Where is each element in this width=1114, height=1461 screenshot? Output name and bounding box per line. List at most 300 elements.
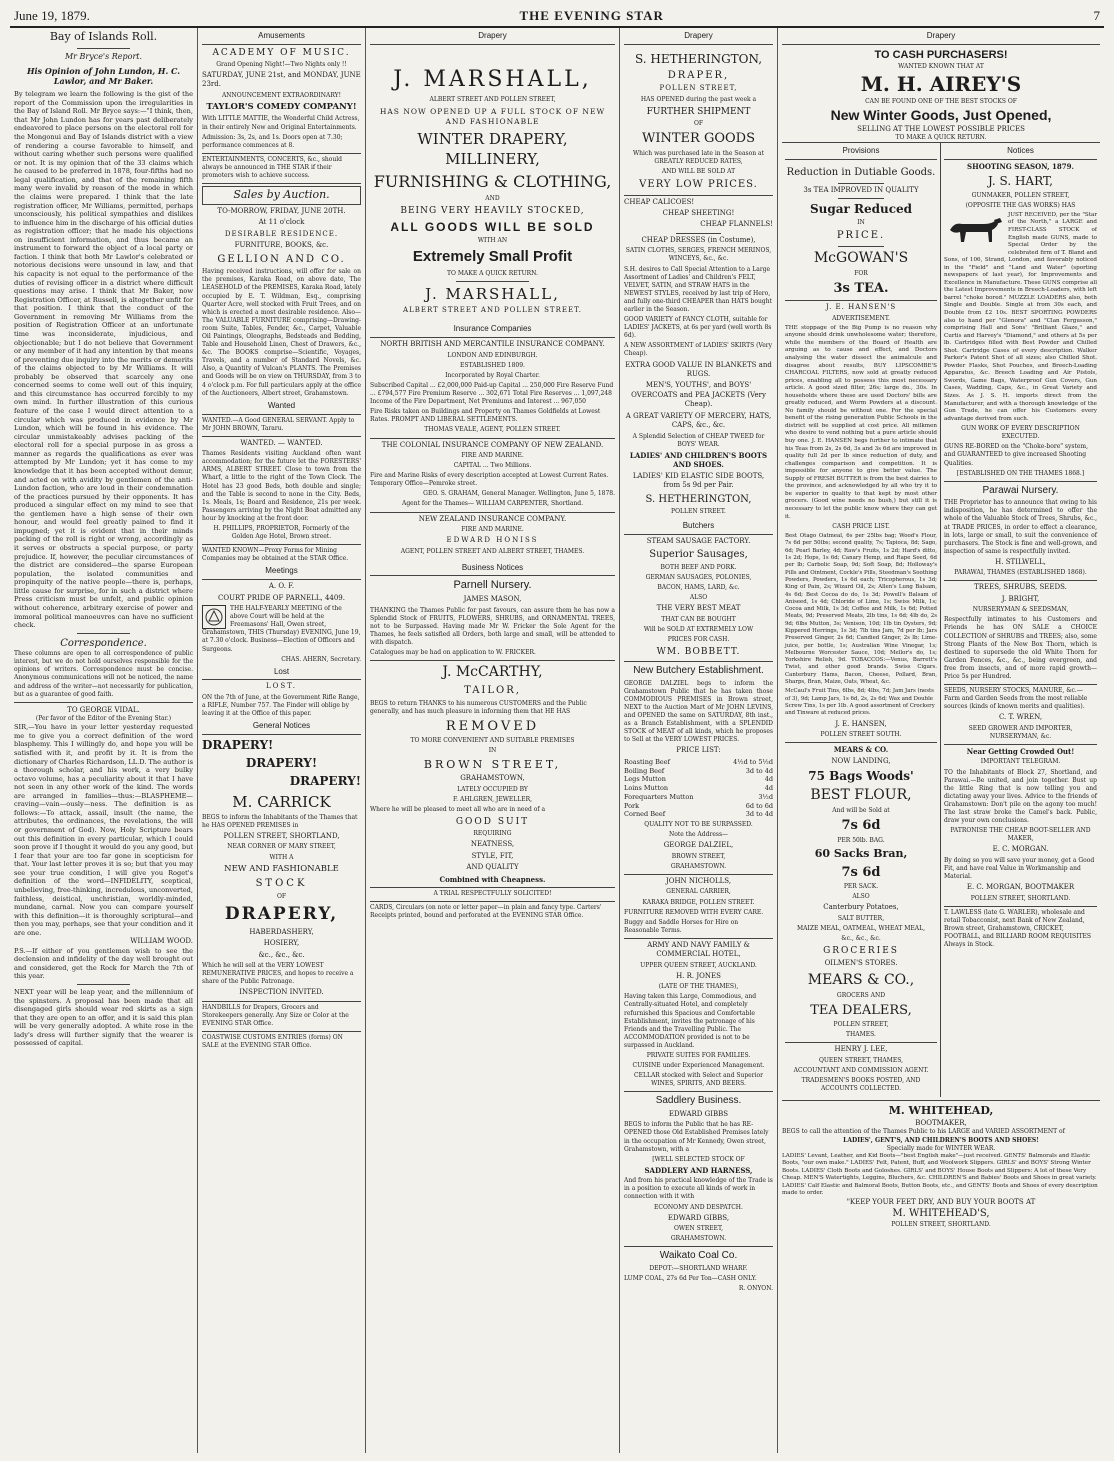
mccarthy-requiring: REQUIRING [473,830,512,838]
mccarthy-combined: Combined with Cheapness. [439,874,546,884]
mears-bags: 75 Bags Woods' [808,768,914,783]
mason-name: JAMES MASON, [463,595,522,604]
sausages-title: Superior Sausages, [649,549,748,561]
wanted-hotel-sign: H. PHILLIPS, PROPRIETOR, Formerly of the Golden Age Hotel, Brown street. [213,524,350,541]
meeting-body: THE HALF-YEARLY MEETING of the above Court will be held at the Freemasons' Hall, Owen street, Grahamstown, THIS (Thursday) EVENING, June 19, at 7.30 o'clock. Business—Election of Officers and Surgeons. [202,605,361,653]
whitehead-name-2: M. WHITEHEAD'S, [892,1208,990,1220]
morgan-name-2: E. C. MORGAN, BOOTMAKER [966,883,1075,892]
airey-cash: TO CASH PURCHASERS! [874,48,1008,61]
wren-seed: SEED GROWER AND IMPORTER, NURSERYMAN, &c. [968,724,1073,740]
whitehead-bootmaker: BOOTMAKER, [915,1119,967,1128]
carrick-of: OF [276,892,287,900]
marshall-address-2: ALBERT STREET AND POLLEN STREET. [403,306,582,315]
drapery-3: DRAPERY! [289,774,361,789]
marshall-address: ALBERT STREET AND POLLEN STREET, [429,96,556,104]
mccarthy-grahams: GRAHAMSTOWN, [460,774,525,783]
wanted-servant: WANTED.—A Good GENERAL SERVANT. Apply to Mr JOHN BROWN, Tararu. [202,416,355,432]
seeds-body: SEEDS, NURSERY STOCKS, MANURE, &c.—Farm and Garden Seeds from the most reliable sources (kinds of known merits and qualities). [944,687,1088,711]
colonial-body: Fire and Marine Risks of every description accepted at Lowest Current Rates. Temporary Office—Pemroke street. [370,472,609,488]
carrick-name: M. CARRICK [232,792,331,811]
nicholls-furn: FURNITURE REMOVED WITH EVERY CARE. [624,908,764,916]
sausages-bacon: BACON, HAMS, LARD, &c. [657,584,740,592]
hart-opposite: (OPPOSITE THE GAS WORKS) HAS [965,201,1076,209]
whitehead-shortland: POLLEN STREET, SHORTLAND. [891,1220,991,1228]
business-heading: Business Notices [370,562,615,577]
price-item: Corned Beef [624,810,666,819]
morgan-body: By doing so you will save your money, get a Good Fit, and have real Value in Workmanship and Material. [944,856,1095,881]
price-row [624,793,773,802]
army-owner: H. R. JONES [676,971,721,980]
notices-heading: Notices [944,145,1097,160]
quality-note: QUALITY NOT TO BE SURPASSED. [644,821,753,829]
whitehead-specially: Specially made for WINTER WEAR. [886,1144,996,1152]
paper-title: THE EVENING STAR [519,8,664,23]
mears-head: MEARS & CO. [833,745,889,755]
sale-date: TO-MORROW, FRIDAY, JUNE 20TH. [217,206,346,215]
marshall-name-2: J. MARSHALL, [425,284,560,303]
price-list [624,758,773,819]
patronise: PATRONISE THE CHEAP BOOT-SELLER AND MAKER, [950,827,1091,843]
hart-body: JUST RECEIVED, per the "Star of the North," a LARGE and FIRST-CLASS STOCK of English made GUNS, made to Special Order by the celebrated firm of T. Bland and Sons, of 106, Strand, London, and favorably noticed in the "Field" and "Land and Water" (sporting newspapers of last year), for Improvements and Excellence in Manufacture. These GUNS comprise all the Latest Improvements in Breech-Loaders, with left barrel "choke bored." MUZZLE LOADERS also, both Single and Double. Single at from 30s each, and Double from £2 10s. BEST SPORTING POWDERS also to hand per "Glenora" and "Clan Fergusson," comprising Hall and Sons' "Brilliant Glaze," and Curtis and Harvey's "Diamond," and others at 5s per lb. Cartridges filled with Best Powder and Chilled Shot. Cartridge Cases of every description. Walker Parker's Patent Shot of all sizes; also Chilled Shot. Powder Flasks, Shot Pouches, and Breech-Loading Apparatus, &c. Breech Loading and Air Pistols, Swords, Game Bags, Waterproof Gun Covers, Gun Cases, Wadding, Caps, &c., in Great Variety and Sizes. As J. S. H. imports direct from the Manufacturer, and with a thorough knowledge of the Gun Trade, he can offer his Customers every advantage derived from such. [944,211,1097,422]
hansen-body: THE stoppage of the Big Pump is no reason why anyone should drink unwholesome water; therefore, while the members of the Board of Health are arguing as to cause and effect, and Doctors analysing the water dissect the animalcule and disagree about results, BUY LIPSCOMBE'S CHARCOAL FILTERS, now sold at greatly reduced prices, enabling all to possess this most necessary article. A good sized filter, 26s; large do., 30s. In households where these are used Doctors' bills are greatly reduced, and Worm Powders at a discount. No family should be without one. For the special benefit of the rising generation Public Schools in the district will be supplied at cost price. All milkmen who desire to vend nothing but a pure article should buy one. J. E. HANSEN begs further to intimate that his Teas from 2s, 2s 6d, 3s and 3s 6d are improved in quality full 2d per lb since reduction of duty, and challenges comparison and competition. It is impossible for anyone to give better value. The Supply of FRESH BUTTER is from the best dairies to the province, and acknowledged by all who try it to be superior in quality to that kept by most other grocers. (Good wine needs no bush,) but still it is necessary to let the public know where they can get it. [785,324,937,520]
army-late: (LATE OF THE THAMES), [658,983,739,991]
crowded-telegram: IMPORTANT TELEGRAM. [980,758,1061,766]
price-value: 3d to 4d [745,766,773,775]
mccarthy-ahlgren: F. AHLGREN, JEWELLER, [452,795,533,803]
mcgowan-tea: 3s TEA. [833,280,889,296]
academy-announce: ANNOUNCEMENT EXTRAORDINARY! [221,91,342,99]
closing-paragraph: NEXT year will be leap year, and the millennium of the spinsters. A proposal has been made that all disengaged girls should wear red skirts as a sign that they are open to an offer, and it is said this plan will be very generally adopted. A white rose in the lady's dress will further signify that the wearer is possessed of capital. [14,988,193,1048]
nb-inc: Incorporated by Royal Charter. [445,371,540,379]
lee-name: HENRY J. LEE, [834,1045,888,1054]
drapery-heading-2: Drapery [624,30,773,45]
price-row [624,784,773,793]
admission: Admission: 3s, 2s, and 1s. Doors open at 7.30; performance commences at 8. [202,133,343,149]
letter-note: (Per favor of the Editor of the Evening Star.) [35,715,172,723]
nb-title: NORTH BRITISH AND MERCANTILE INSURANCE COMPANY. [380,340,605,349]
mears-pollen: POLLEN STREET, [833,1021,889,1029]
auction-body: Having received instructions, will offer for sale on the premises, Karaka Road, on above date, The LEASEHOLD of the PREMISES, Karaka Road, lately occupied by E. T. Wildman, Esq., comprising Quarter Acre, well stocked with Fruit Trees, and on which is erected a most desirable residence. Also—The VALUABLE FURNITURE comprising—Drawing-room Suite, Tables, Fender, &c., Carpet, Valuable Oil Paintings, Oleographs, Bedsteads and Bedding, Table and Household Linen, Chest of Drawers, &c., &c. The BOOKS comprise—Scientific, Voyages, Travels, and a number of Standard Novels, &c. Also, a Quantity of Vulcan's PLANTS. The Premises and Goods will be on view on THURSDAY, from 3 to 4 o'clock p.m. For full particulars apply at the office of the Auctioneers, Albert street, Grahamstown. [202,268,361,397]
mears-sold: And will be Sold at [832,807,890,815]
academy-title: ACADEMY OF MUSIC. [212,47,351,58]
mears-oilmen: OILMEN'S STORES. [824,959,898,968]
nicholls-carrier: GENERAL CARRIER, [666,888,731,896]
correspondence-heading: Correspondence. [60,637,147,649]
cash-prices-body: Best Otago Oatmeal, 6s per 25lbs bag; Wood's Flour, 7s 6d per 50lbs; second quality, 7s; Tapioca, 8d; Sago, 6d; Pearl Barley, 4d; Raw's Fruits, 1s 2d; Hard's ditto, 1s 2d; Hops, 1s 6d; Canary Hemp, and Rape Seed, 6d per lb; Carbolic Soap, 9d; Soft Soap, 8d; Holloway's Pills and Ointment, Cockle's Pills, Steedman's Soothing Powders, Powders, 1s 6d each; Tricopherous, 1s 3d; King of Pain, 2s; Wizard Oil, 2s; Allen's Lung Balsam, 4s 6d; Best Cocoa do do, 1s 3d; Powell's Balsam of Aniseed, 1s 4d; Chloride of Lime, 1s; Swiss Milk, 1s; Cocoa and Milk, 1s 3d; Coffee and Milk, 1s 6d; Potted Meats, 9d; Preserved Meats, 2lb tins, 1s 6d; 4lb do, 2s 9d; 6lbs Mutton, 3s; Venison, 10d; 1lb tin Oysters, 9d; Kippered Herrings, 1s 3d; 7lb tins Jam, 7d per lb; Jars Preserved Ginger, 2s 6d; Candied Ginger, 2s lb; Lime-juice, per bottle, 1s; Australian Wine Vinegar, 1s; Melbourne Worcester Sauce, 10d; Mellor's do, 1s; Yorkshire Relish, 9d. TOBACCOS:—Venus, Barrett's Twist, and other good brands. Swiss Cigars. Canterbury Hams, Bacon, Cheese, Pollard, Bran, Sharps, Bran, Maize, Oats, Wheat, &c. [785,533,937,686]
gibbs-owen: OWEN STREET, [673,1225,724,1233]
heth-of: OF [693,120,704,128]
mccarthy-trial: A TRIAL RESPECTFULLY SOLICITED! [433,890,552,898]
carrick-new: NEW AND FASHIONABLE [224,863,339,874]
mears-bran: 60 Sacks Bran, [814,846,908,860]
mccarthy-tailor: TAILOR, [464,685,521,697]
heth-draper: DRAPER, [667,69,730,81]
heth-name-2: S. HETHERINGTON, [645,493,752,505]
mccarthy-body: BEGS to return THANKS to his numerous CUSTOMERS and the Public generally, and has much pleasure in informing them that HE HAS [370,699,587,715]
colonial-title: THE COLONIAL INSURANCE COMPANY OF NEW ZEALAND. [381,440,604,449]
heth-will: AND WILL BE SOLD AT [661,167,736,175]
mears-flour: BEST FLOUR, [810,787,912,804]
insurance-heading: Insurance Companies [370,323,615,338]
whitehead-name: M. WHITEHEAD, [888,1104,994,1118]
sale-residence: DESIRABLE RESIDENCE. [224,229,339,238]
hansen-street: POLLEN STREET SOUTH. [820,731,902,738]
gibbs-grahams: GRAHAMSTOWN. [670,1235,727,1243]
bright-nursery: NURSERYMAN & SEEDSMAN, [972,606,1069,614]
carrick-near: NEAR CORNER OF MARY STREET, [227,843,336,851]
sausages-beef: BOTH BEEF AND PORK. [660,563,737,571]
heth-skirts: A NEW ASSORTMENT of LADIES' SKIRTS (Very Cheap). [624,342,773,358]
shooting-title: SHOOTING SEASON, 1879. [967,162,1074,172]
heth-fancy: GOOD VARIETY of FANCY CLOTH, suitable for LADIES' JACKETS, at 6s per yard (well worth 8s 6d). [624,316,772,340]
heth-body: S.H. desires to Call Special Attention to a Large Assortment of Ladies' and Children's FELT, VELVET, SATIN, and STRAW HATS in the NEWEST STYLES, received by last trip of Hero, and fully one-third CHEAPER than HATS bought earlier in the Season. [624,265,772,313]
whitehead-body: BEGS to call the attention of the Thames Public to his LARGE and VARIED ASSORTMENT of [782,1128,1065,1136]
lost-title: LOST. [265,682,298,691]
nicholls-buggy: Buggy and Saddle Horses for Hire on Reasonable Terms. [624,918,739,934]
carrick-drapery: DRAPERY, [224,903,339,924]
hart-rebored: GUNS RE-BORED on the "Choke-bore" system, and GUARANTEED to give increased Shooting Qualities. [944,443,1089,467]
extreme: Will be SOLD AT EXTREMELY LOW [643,625,754,633]
general-heading: General Notices [202,720,361,735]
wanted-proxy: WANTED KNOWN—Proxy Forms for Mining Companies may be obtained at the STAR Office. [202,547,349,563]
hart-name: J. S. HART, [988,174,1053,189]
drapery-heading-3: Drapery [782,30,1100,45]
academy-dates: SATURDAY, JUNE 21st, and MONDAY, JUNE 23rd. [202,71,361,89]
lee-addr: QUEEN STREET, THAMES, [818,1056,904,1064]
whitehead-ladies: LADIES', GENT'S, AND CHILDREN'S BOOTS AND SHOES! [843,1136,1039,1144]
price-value: 4d [764,775,773,784]
price-value: 6d to 6d [745,801,773,810]
mears-landing: NOW LANDING, [831,756,891,765]
heth-opened: HAS OPENED during the past week a [640,95,757,103]
colonial-fm: FIRE AND MARINE. [461,451,524,459]
morgan-street: POLLEN STREET, SHORTLAND. [970,894,1071,902]
marshall-opened: HAS NOW OPENED UP A FULL STOCK OF NEW AND FASHIONABLE [379,106,606,126]
nz-title: NEW ZEALAND INSURANCE COMPANY. [418,514,567,523]
best-meat: THE VERY BEST MEAT [656,604,741,613]
mears-name: MEARS & CO., [807,971,915,988]
heth-name: S. HETHERINGTON, [634,51,763,66]
nb-sign: THOMAS VEALE, AGENT, POLLEN STREET. [424,426,561,434]
article-subtitle: Mr Bryce's Report. [64,51,143,61]
heth-mercery: A GREAT VARIETY OF MERCERY, HATS, CAPS, &c., &c. [625,411,772,430]
coastwise-notice: COASTWISE CUSTOMS ENTRIES (forms) ON SALE at the EVENING STAR Office. [202,1033,343,1050]
army-title: ARMY AND NAVY FAMILY & COMMERCIAL HOTEL, [647,940,750,959]
airey-wanted: WANTED KNOWN THAT AT [898,62,984,70]
wanted-hotel: Thames Residents visiting Auckland often want accommodation; for the future let the FORESTERS' ARMS, ALBERT STREET. Close to town from the Wharf, a little to the right of the Town Clock. The Hotel has 23 good Beds, both double and single; and the Table is second to none in the City. Beds, 1s. Meals, 1s; Board and Residence, 21s per week. Passengers arriving by the Night Boat admitted any hour by knocking at the front door. [202,450,361,522]
whitehead-keep: "KEEP YOUR FEET DRY, AND BUY YOUR BOOTS AT [846,1198,1036,1207]
army-cuisine: CUISINE under Experienced Management. [632,1062,765,1070]
article-body: By telegram we learn the following is the gist of the report of the Commission upon the irregularities in the Bay of Island Roll. Mr Bryce says:—"I think, then, that Mr John Lundon has for years past deliberately endeavored to place persons on the electoral roll for the Mongonui and Bay of Islands district with a view of rendering a course favorable to himself, and without caring whether such persons were qualified or not. It is my opinion that of the 33 claims which he caused to be preferred in 1878, four-fifths had no legal qualification, and that of the remaining fifth many were invalid by reason of the mode in which the claims were prepared. I think that the late registration officer, Mr Williams, permitted, perhaps unconsciously, his political sympathies and dislikes to influence him in the discharge of his official duties as registration officer; that he made his objections on insufficient information, and thus became an instrument to forward the object of a local party or faction. I think that both Mr Lawlor's celebrated or notorious decisions were unsound in law, and that his capacity is not equal to the performance of the duties of revising officer in a district where difficult questions may arise. I think that Mr Baker, now Registration Officer, at Russell, is altogether unfit for that position. I think that the conduct of the Government in removing Mr Williams from the position of Registration Officer at an unfortunate time was inconsiderate, injudicious, and objectionable; but I do not believe that Government or any member of it had any intention by that means of preventing due inquiry into the merits or demerits of the claims objected to by Mr Williams. It will probably be observed that scarcely any one concerned seems to come well out of this inquiry, and this circumstance has occurred forcibly to my own mind. In further illustration of this curious feature of the case I would direct attention to a circular which was produced in evidence by Mr Lundon, which will be found in his evidence. The circular unmistakeably advises packing of the electoral roll for a special purpose in as gross a manner as regards the qualifications as ever was attempted by Mr Lundon; yet it has come to my knowledge that it has been accepted without demur, and acted on with avidity by gentlemen of the anti-Lundon faction, who are loud in their condemnation of the practices pursued by their opponents. It has produced a singular effect on my mind to see that the gentlemen have a high sense of their own honour, and would feel greatly pained to find it impugned; yet it is evident that in their minds packing of the roll is right or wrong, accordingly as it serves or obstructs a special purpose, or party prejudice. If, however, the peculiar circumstances of the district are considered—the sparse European population, the isolated communities and propinquity of the native people—there is, perhaps, little cause for surprise, for in such a district where Press criticism must be unfelt, and public opinion without coherence, arbitrary exercise of power and immoral political manoeuvres can have no sufficient check. [14,90,193,630]
sale-time: At 11 o'clock [258,218,305,227]
carrick-hosiery: HOSIERY, [263,939,300,948]
honiss-sub: AGENT, POLLEN STREET AND ALBERT STREET, THAMES. [400,547,585,555]
marshall-being: BEING VERY HEAVILY STOCKED, [400,206,585,217]
stilwell-addr: PARAWAI, THAMES (ESTABLISHED 1868). [954,569,1087,577]
gibbs-economy: ECONOMY AND DESPATCH. [654,1203,743,1211]
column-right [778,28,1104,1453]
heth-further: FURTHER SHIPMENT [646,107,751,118]
mccarthy-lately: LATELY OCCUPIED BY [457,785,528,793]
airey-name: M. H. AIREY'S [860,71,1022,96]
mcgowan-for: FOR [854,269,868,277]
sales-heading: Sales by Auction. [202,186,361,205]
mccarthy-good: GOOD SUIT [455,817,530,828]
mears-thames: THAMES. [846,1031,876,1039]
price-item: Roasting Beef [624,757,670,766]
butchers-heading: Butchers [624,520,773,535]
army-cellar: CELLAR stocked with Select and Superior WINES, SPIRITS, AND BEERS. [634,1072,763,1088]
dalziel-grahams: GRAHAMSTOWN. [670,862,727,870]
price-item: Boiling Beef [624,766,665,775]
gun-dog-icon [944,214,1004,250]
sugar-in: IN [857,219,865,227]
waikato-sign: R. ONYON. [738,1284,773,1292]
nb-loc: LONDON AND EDINBURGH. [447,351,538,359]
newbutch-title: New Butchery Establishment. [633,665,764,677]
article-headline: His Opinion of John Lundon, H. C. Lawlor, and Mr Baker. [26,65,181,87]
column-news [10,28,198,1453]
mears-price-1: 7s 6d [841,818,881,834]
column-drapery-hetherington [620,28,778,1453]
mccarthy-in: IN [488,747,497,755]
mccarthy-brown: BROWN STREET, [423,757,562,771]
trees-title: TREES, SHRUBS, SEEDS. [974,583,1067,592]
drapery-1: DRAPERY! [202,738,274,752]
carrick-haber: HABERDASHERY, [249,927,314,936]
page-number: 7 [1093,8,1100,23]
saddlery-title: Saddlery Business. [655,1095,742,1107]
lodge-emblem-icon [202,605,226,629]
heth-flannels: CHEAP FLANNELS! [700,220,773,229]
mears-price-2: 7s 6d [841,864,881,880]
correspondence-note: These columns are open to all correspondence of public interest, but we do not hold ourselves responsible for the opinions of writers. Correspondence must be concise. Anonymous communications will not be noticed, the name and address of the writer—not necessarily for publication, but as a guarantee of good faith. [14,650,193,698]
heth-verylow: VERY LOW PRICES. [639,179,758,191]
parawai-title: Parawai Nursery. [982,484,1059,496]
wren-name: C. T. WREN, [998,713,1043,722]
sale-furniture: FURNITURE, BOOKS, &c. [234,241,329,250]
price-item: Pork [624,801,640,810]
carrick-body: BEGS to inform the Inhabitants of the Thames that he HAS OPENED PREMISES in [202,813,358,829]
hansen-name-2: J. E. HANSEN, [835,719,887,728]
issue-date: June 19, 1879. [14,8,90,23]
heth-dresses: CHEAP DRESSES (in Costume), [641,235,756,244]
letter-signature: WILLIAM WOOD. [130,937,193,946]
wanted-title: WANTED. — WANTED. [240,438,323,447]
bought: THAT CAN BE BOUGHT [661,615,736,623]
provisions-heading: Provisions [785,145,937,160]
hansen-advert: ADVERTISEMENT. [832,314,890,322]
heth-sheeting: CHEAP SHEETING! [662,209,735,218]
gibbs-well: [WELL SELECTED STOCK OF [652,1155,745,1163]
bright-body: Respectfully intimates to his Customers and Friends he has ON SALE a CHOICE COLLECTION of SHRUBS and TREES; also, some Strong Plants of the New Box Thorn, which is destined to supersede the old White Thorn for Garden Fences, &c., &c., being evergreen, and free from insects, and of more rapid growth—Price 5s per Hundred. [944,616,1097,681]
price-row [624,758,773,767]
carrick-stock: STOCK [255,878,308,890]
price-value: 4½d to 5½d [733,757,773,766]
price-row [624,810,773,819]
carrick-with: WITH A [269,853,294,861]
mccarthy-name: J. McCARTHY, [442,664,543,681]
marshall-allgoods: ALL GOODS WILL BE SOLD [390,220,595,235]
heth-winter-body: Which was purchased late in the Season at GREATLY REDUCED RATES, [632,149,764,165]
dalziel-body: GEORGE DALZIEL begs to inform the Grahamstown Public that he has taken those COMMODIOUS PREMISES in Brown street, NEXT to the Auction Mart of Mr JOHN LEVINS, and OPENED the same on SATURDAY, 8th inst., as a Branch Establishment, with a SPLENDID STOCK of MEAT of all kinds, which he proposes to Sell at the VERY LOWEST PRICES. [624,679,773,744]
masthead [10,6,1104,28]
letter-body: SIR,—You have in your letter yesterday requested me to give you a correct definition of the word blasphemy. This I willingly do, and hope you will be satisfied with it, and profit by it. It is from the dictionary of Charles Richardson, LL.D. The author is a thorough scholar, and his work, a very bulky octavo volume, has a peculiarity about it that I have not seen in any other work of the kind. The words are arranged in families—thus:—BLASPHEME—craving—vain—ously—ness. The definition is as follows:—To attack, assail, insult (the name, the attributes, the ordinances, the revelations, the will or government of God). Now, Holy Scripture bears out this definition in every particular, which I could soon prove if I thought it would do you any good, but I fear that your are too far gone in scepticism for that. Your last letter proves it is so; but that you may see your true condition, I will give you Roget's definition of the word—INFIDELITY, sceptical, unbelieving, free-thinking, incredulous, unconverted, faithless, deistical, unchristian, worldly-minded, mundane, carnal. Now you can compare yourself with this definition—it is thoroughly scriptural—and then you may, perhaps, see that your condition and it are one. [14,723,193,937]
airey-found: CAN BE FOUND ONE OF THE BEST STOCKS OF [865,97,1017,105]
morgan-name: E. C. MORGAN. [992,845,1049,854]
mccarthy-neatness: NEATNESS, [470,840,515,849]
mears-groceries: GROCERIES [823,946,899,957]
mears-also: ALSO [852,893,870,901]
reduction: Reduction in Dutiable Goods. [786,167,936,179]
heth-calicoes: CHEAP CALICOES! [624,197,695,206]
nicholls-karaka: KARAKA BRIDGE, POLLEN STREET. [642,898,755,906]
lee-tradesmen: TRADESMEN'S BOOKS POSTED, AND ACCOUNTS COLLECTED. [801,1077,921,1093]
notices-column [941,143,1100,1097]
letter-postscript: P.S.—If either of you gentlemen wish to see the declension and infidelity of the day well brought out and considered, get the Rock for March the 7th of this year. [14,946,193,981]
sausages-also: ALSO [689,594,708,602]
mears-potatoes: Canterbury Potatoes, [823,903,899,912]
nicholls-name: JOHN NICHOLLS, [665,876,732,885]
parawai-body: THE Proprietor has to announce that owing to his indisposition, he has determined to offer the whole of the Valuable Stock of Trees, Shrubs, &c., at TRADE PRICES, in order to effect a clearance, in lots, large or small, to suit the convenience of purchasers. The Stock is fine and well-grown, and inspection of same is respectfully invited. [944,499,1097,555]
colonial-capital: CAPITAL ... Two Millions. [453,462,532,470]
army-street: UPPER QUEEN STREET, AUCKLAND. [640,961,757,969]
price-item: Forequarters Mutton [624,792,694,801]
bright-name: J. BRIGHT, [1001,594,1040,603]
carrick-street: POLLEN STREET, SHORTLAND, [223,832,340,840]
army-body: Having taken this Large, Commodious, and Centrally-situated Hotel, and completely refurnished this Spacious and Comfortable Establishment, invites the patronage of his Friends and the Travelling Public. The ACCOMMODATION provided is not to be surpassed in Auckland. [624,993,757,1049]
waikato-lump: LUMP COAL, 27s 6d Per Ton—CASH ONLY. [624,1274,757,1282]
column-notices [198,28,366,1453]
auctioneer-name: GELLION AND CO. [217,253,346,265]
mears-tea: TEA DEALERS, [810,1002,912,1018]
entertainments-note: ENTERTAINMENTS, CONCERTS, &c., should always be announced in THE STAR if their promoters wish to achieve success. [202,155,342,180]
mears-salt: SALT BUTTER, [837,914,885,922]
price-item: Loins Mutton [624,784,669,793]
nz-fm: FIRE AND MARINE. [461,525,524,533]
airey-tomake: TO MAKE A QUICK RETURN. [895,134,987,142]
colonial-agent: Agent for the Thames— WILLIAM CARPENTER, Shortland. [402,500,583,508]
price-item: Legs Mutton [624,775,666,784]
mccarthy-more: TO MORE CONVENIENT AND SUITABLE PREMISES [410,737,575,745]
lee-accountant: ACCOUNTANT AND COMMISSION AGENT. [793,1066,929,1074]
heth-street: POLLEN STREET, [659,84,738,93]
gibbs-body: BEGS to inform the Public that he has RE-OPENED those Old Established Premises lately in the occupation of Mr Kennedy, Owen street, Grahamstown, with a [624,1121,769,1153]
marshall-name: J. MARSHALL, [393,66,592,92]
dalziel-name: GEORGE DALZIEL, [663,841,734,850]
price-row [624,767,773,776]
marshall-and: AND [485,194,500,202]
mason-body: THANKING the Thames Public for past favours, can assure them he has now a Splendid Stock of FRUITS, FLOWERS, SHRUBS, and ORNAMENTAL TREES, not to be Surpassed. Having made Mr W. Fricker the Sole Agent for the Thames, he feels satisfied all Orders, both large and small, will be attended to with dispatch. [370,606,615,647]
marshall-winter: WINTER DRAPERY, MILLINERY, [417,129,568,169]
company-name: TAYLOR'S COMEDY COMPANY! [206,102,357,112]
mccaul-body: McCaul's Fruit Tins, 6lbs, 8d; 4lbs, 7d; Jam Jars (nests of 3), 9d; Lamp Jars, 1s 6d, 2s, 2s 6d; Wax and Double Screw Tins, 1s per 1lb. A good assortment of Crockery and Tinware at reduced prices. [785,688,935,717]
bobbett-name: WM. BOBBETT. [656,646,741,657]
mears-per50: PER 50lb. BAG. [837,836,885,844]
heth-tweed: A Splendid Selection of CHEAP TWEED for BOYS' WEAR. [632,432,765,448]
hart-gunmaker: GUNMAKER, POLLEN STREET, [971,191,1070,199]
nb-est: ESTABLISHED 1809. [460,361,525,369]
wanted-heading: Wanted [202,400,361,415]
nb-finance: Subscribed Capital ... £2,000,000 Paid-up Capital ... 250,000 Fire Reserve Fund ... £794,577 Fire Premium Reserve ... 302,671 Total Fire Reserves ... 1,097,248 Income of the Fire Department, Net Premiums and Interest ... 967,050 [370,381,614,406]
heth-winter: WINTER GOODS [642,131,755,147]
carrick-inspection: INSPECTION INVITED. [239,988,324,997]
mcgowan-name: McGOWAN'S [813,249,909,266]
handbills-notice: HANDBILLS for Drapers, Grocers and Storekeepers generally. Any Size or Color at the EVENING STAR Office. [202,1003,349,1027]
cards-notice: CARDS, Circulars (on note or letter paper—in plain and fancy type. Carters' Receipts printed, bound and perforated at the EVENING STAR Office. [370,904,602,920]
tea-improved: 3s TEA IMPROVED IN QUALITY [803,185,919,194]
amusements-heading: Amusements [202,30,361,45]
carrick-etc: &c., &c., &c. [258,950,305,959]
meeting-sign: CHAS. AHERN, Secretary. [281,655,361,663]
lost-body: ON the 7th of June, at the Government Rifle Range, a RIFLE, Number 757. The Finder will oblige by leaving it at the Office of this paper. [202,693,360,718]
heth-boots: LADIES' AND CHILDREN'S BOOTS AND SHOES. [629,450,768,470]
heth-mens: MEN'S, YOUTHS', and BOYS' OVERCOATS and PEA JACKETS (Very Cheap). [631,381,766,409]
mccarthy-where: Where he will be pleased to meet all who are in need of a [370,806,546,814]
hart-gunwork: GUN WORK OF EVERY DESCRIPTION EXECUTED. [961,425,1080,441]
lost-heading: Lost [202,666,361,681]
sausages-german: GERMAN SAUSAGES, POLONIES, [645,573,752,581]
gibbs-name-2: EDWARD GIBBS, [667,1213,730,1222]
column-drapery-marshall [366,28,620,1453]
drapery-2: DRAPERY! [245,756,318,771]
cash-prices-title: CASH PRICE LIST. [832,523,890,531]
letter-recipient: TO GEORGE VIDAL. [67,705,140,714]
mason-catalogues: Catalogues may be had on application to W. FRICKER. [370,649,536,657]
price-row [624,775,773,784]
honiss-name: EDWARD HONISS [446,536,539,545]
steam-title: STEAM SAUSAGE FACTORY. [646,536,751,545]
waikato-depot: DEPOT:—SHORTLAND WHARF. [649,1264,748,1272]
gibbs-harness: SADDLERY AND HARNESS, [644,1165,753,1175]
meeting-org: A. O. F. [268,582,295,591]
stilwell-name: H. STILWELL, [995,557,1046,566]
airey-selling: SELLING AT THE LOWEST POSSIBLE PRICES [857,124,1025,133]
marshall-with: WITH AN [477,237,508,245]
heth-extra: EXTRA GOOD VALUE IN BLANKETS and RUGS. [625,360,772,378]
address-note: Note the Address— [668,831,729,839]
mccarthy-style: STYLE, FIT, [471,851,514,860]
pricelist-title: PRICE LIST: [676,746,721,755]
price-value: 3½d [758,792,773,801]
airey-winter: New Winter Goods, Just Opened, [830,106,1052,123]
mears-etc: &c., &c., &c. [841,934,881,942]
heth-satin: SATIN CLOTHS, SERGES, FRENCH MERINOS, WINCEYS, &c., &c. [625,247,772,263]
marshall-quick: TO MAKE A QUICK RETURN. [447,269,538,277]
sugar-reduced: Sugar Reduced [809,201,913,216]
whitehead-list: LADIES' Levant, Leather, and Kid Boots—"best English make"—just received. GENTS' Balmorals and Elastic Boots, "our own make." LADIES' Felt, Patent, Buff, and Woolwork Slippers. GIRLS' and BOYS' Strong Winter Boots. LADIES' Cloth Boots and Goloshes. GIRLS' and BOYS' House Boots and Slippers: A lot of these Very Cheap. MEN'S Watertights, Leggins, Bluchers, &c. CHILDREN'S and Babies' Boots and Shoes in great variety. LADIES' Calf Elastic and Balmoral Boots, Button Boots, etc., and GENTS' Boots and Shoes of every description made to order. [782,1152,1098,1197]
carrick-close: Which he will sell at the VERY LOWEST REMUNERATIVE PRICES, and hopes to receive a share of the Public Patronage. [202,961,354,986]
mears-maize: MAIZE MEAL, OATMEAL, WHEAT MEAL, [797,924,925,932]
nb-body: Fire Risks taken on Buildings and Property on Thames Goldfields at Lowest Rates. PROMPT AND LIBERAL SETTLEMENTS. [370,408,601,424]
article-title: Bay of Islands Roll. [49,30,158,43]
crowded-title: Near Getting Crowded Out! [966,747,1075,757]
academy-grand: Grand Opening Night!—Two Nights only !! [216,60,347,68]
marshall-furnish: FURNISHING & CLOTHING, [373,172,612,192]
provisions-column [782,143,941,1097]
mccarthy-removed: REMOVED [445,718,540,734]
heth-street-2: POLLEN STREET. [671,508,726,516]
company-desc: With LITTLE MATTIE, the Wonderful Child Actress, in their entirely New and Original Entertainments. [202,115,360,131]
mccarthy-quality: AND QUALITY [466,863,519,872]
marshall-profit: Extremely Small Profit [412,248,573,266]
drapery-heading: Drapery [370,30,615,45]
prices-cash: PRICES FOR CASH. [667,635,730,643]
gibbs-name: EDWARD GIBBS [668,1109,729,1118]
meetings-heading: Meetings [202,565,361,580]
lawless-body: T. LAWLESS (late G. WARLER), wholesale and retail Tobacconist, next Bank of New Zealand, Brown street, Grahamstown, CRICKET, FOOTBALL, and BILLIARD ROOM REQUISITES Always in Stock. [944,908,1092,949]
price-value: 3d to 4d [745,810,773,819]
